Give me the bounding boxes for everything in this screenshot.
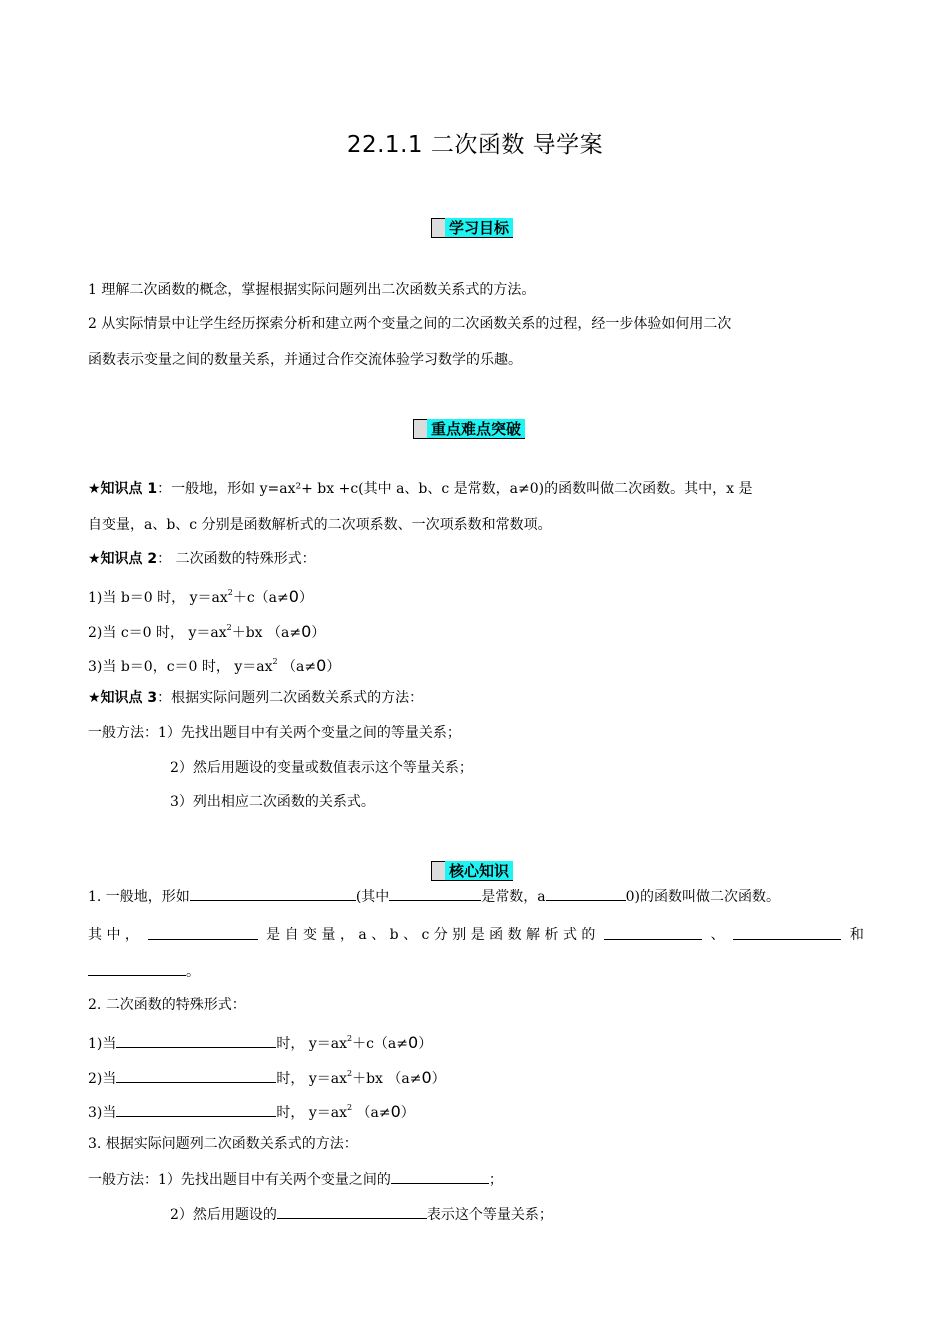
question-text: 是常数，a <box>481 889 546 905</box>
answer-blank[interactable] <box>116 1033 276 1048</box>
core-q2-item-1 <box>88 1029 432 1054</box>
kp2-item-2 <box>88 618 325 643</box>
formula-text: （a≠ <box>277 659 317 675</box>
formula-text: 3)当 b＝0，c＝0 时， y＝ax <box>88 659 273 675</box>
formula-text: ） <box>311 625 326 641</box>
heading-marker <box>413 419 427 439</box>
question-text: 表示这个等量关系； <box>426 1207 553 1223</box>
answer-blank[interactable] <box>116 1102 276 1117</box>
kp2-line <box>88 549 316 569</box>
kp1-text-1: ：一般地，形如 y=ax²+ bx +c(其中 a、b、c 是常数，a≠0)的函数叫做二次函数。其中，x 是 <box>157 481 753 497</box>
answer-blank[interactable] <box>604 925 702 940</box>
zero-digit: 0 <box>316 656 327 675</box>
superscript: 2 <box>346 1069 353 1078</box>
core-q2-item-2 <box>88 1064 446 1089</box>
kp3-line <box>88 688 423 708</box>
formula-text: ＋bx （a≠ <box>352 1071 422 1087</box>
core-q1-line-3 <box>88 961 200 982</box>
kp3-text: ：根据实际问题列二次函数关系式的方法： <box>157 690 424 706</box>
formula-text: （a≠ <box>352 1105 391 1121</box>
heading-marker <box>431 861 445 881</box>
superscript: 2 <box>227 588 233 597</box>
heading-label: 学习目标 <box>445 218 513 238</box>
kp2-text: ： 二次函数的特殊形式： <box>157 551 316 567</box>
section-heading-key-points <box>413 419 525 439</box>
answer-blank[interactable] <box>546 886 626 901</box>
core-q3-step-1 <box>88 1169 503 1190</box>
goal-line-3: 函数表示变量之间的数量关系，并通过合作交流体验学习数学的乐趣。 <box>88 352 522 368</box>
formula-text: 2)当 c＝0 时， y＝ax <box>88 625 227 641</box>
core-q1-line-2 <box>88 925 864 945</box>
zero-digit: 0 <box>301 622 312 641</box>
formula-text: ＋c（a≠ <box>232 590 289 606</box>
kp3-step-2: 2）然后用题设的变量或数值表示这个等量关系； <box>170 760 473 776</box>
answer-blank[interactable] <box>389 886 481 901</box>
goal-line-1: 1 理解二次函数的概念，掌握根据实际问题列出二次函数关系式的方法。 <box>88 282 536 298</box>
zero-digit: 0 <box>421 1068 432 1087</box>
question-text: 。 <box>186 964 200 980</box>
formula-text: ） <box>326 659 341 675</box>
question-text: ； <box>488 1172 503 1188</box>
question-text: 是 自 变 量 ， a 、 b 、 c 分 别 是 函 数 解 析 式 的 <box>266 927 596 943</box>
formula-text: ） <box>298 590 313 606</box>
superscript: 2 <box>226 623 232 632</box>
page-title: 22.1.1 二次函数 导学案 <box>346 132 604 158</box>
question-text: 2）然后用题设的 <box>170 1207 277 1223</box>
answer-blank[interactable] <box>116 1068 276 1083</box>
kp3-step-3: 3）列出相应二次函数的关系式。 <box>170 794 375 810</box>
answer-blank[interactable] <box>88 961 186 976</box>
formula-text: ） <box>431 1071 446 1087</box>
question-text: (其中 <box>355 889 390 905</box>
section-heading-goals <box>431 218 513 238</box>
formula-text: 时， y＝ax <box>276 1105 347 1121</box>
question-text: 一般方法：1）先找出题目中有关两个变量之间的 <box>88 1172 391 1188</box>
question-text: 、 <box>710 927 725 943</box>
core-q3-step-2 <box>170 1204 553 1225</box>
formula-text: 1)当 b＝0 时， y＝ax <box>88 590 228 606</box>
question-text: 2)当 <box>88 1071 117 1087</box>
question-text: 和 <box>849 927 864 943</box>
superscript: 2 <box>346 1103 353 1112</box>
kp1-line-1 <box>88 479 752 499</box>
kp2-item-3 <box>88 652 340 677</box>
superscript: 2 <box>272 657 278 666</box>
formula-text: ） <box>400 1105 415 1121</box>
formula-text: ＋c（a≠ <box>352 1036 408 1052</box>
answer-blank[interactable] <box>277 1204 427 1219</box>
answer-blank[interactable] <box>148 925 258 940</box>
answer-blank[interactable] <box>733 925 841 940</box>
heading-label: 重点难点突破 <box>427 419 525 439</box>
superscript: 2 <box>346 1034 353 1043</box>
question-text: 其 中 ， <box>88 927 139 943</box>
zero-digit: 0 <box>288 587 299 606</box>
kp1-label: ★知识点 1 <box>88 481 158 497</box>
heading-marker <box>431 218 445 238</box>
core-q3: 3. 根据实际问题列二次函数关系式的方法： <box>88 1136 358 1152</box>
heading-label: 核心知识 <box>445 861 513 881</box>
formula-text: 时， y＝ax <box>276 1071 347 1087</box>
core-q2: 2. 二次函数的特殊形式： <box>88 997 246 1013</box>
zero-digit: 0 <box>408 1033 419 1052</box>
kp1-line-2: 自变量，a、b、c 分别是函数解析式的二次项系数、一次项系数和常数项。 <box>88 517 552 533</box>
formula-text: 时， y＝ax <box>276 1036 347 1052</box>
answer-blank[interactable] <box>190 886 356 901</box>
section-heading-core <box>431 861 513 881</box>
answer-blank[interactable] <box>391 1169 489 1184</box>
question-text: 1)当 <box>88 1036 117 1052</box>
kp2-item-1 <box>88 583 313 608</box>
formula-text: ） <box>418 1036 433 1052</box>
core-q1-line-1 <box>88 886 780 907</box>
kp2-label: ★知识点 2 <box>88 551 158 567</box>
kp3-label: ★知识点 3 <box>88 690 158 706</box>
question-text: 3)当 <box>88 1105 117 1121</box>
goal-line-2: 2 从实际情景中让学生经历探索分析和建立两个变量之间的二次函数关系的过程，经一步体验如何用二次 <box>88 316 732 332</box>
question-text: 1. 一般地，形如 <box>88 889 190 905</box>
formula-text: ＋bx （a≠ <box>231 625 302 641</box>
question-text: 0)的函数叫做二次函数。 <box>625 889 781 905</box>
kp3-step-1: 一般方法：1）先找出题目中有关两个变量之间的等量关系； <box>88 725 461 741</box>
core-q2-item-3 <box>88 1098 415 1123</box>
zero-digit: 0 <box>390 1102 401 1121</box>
